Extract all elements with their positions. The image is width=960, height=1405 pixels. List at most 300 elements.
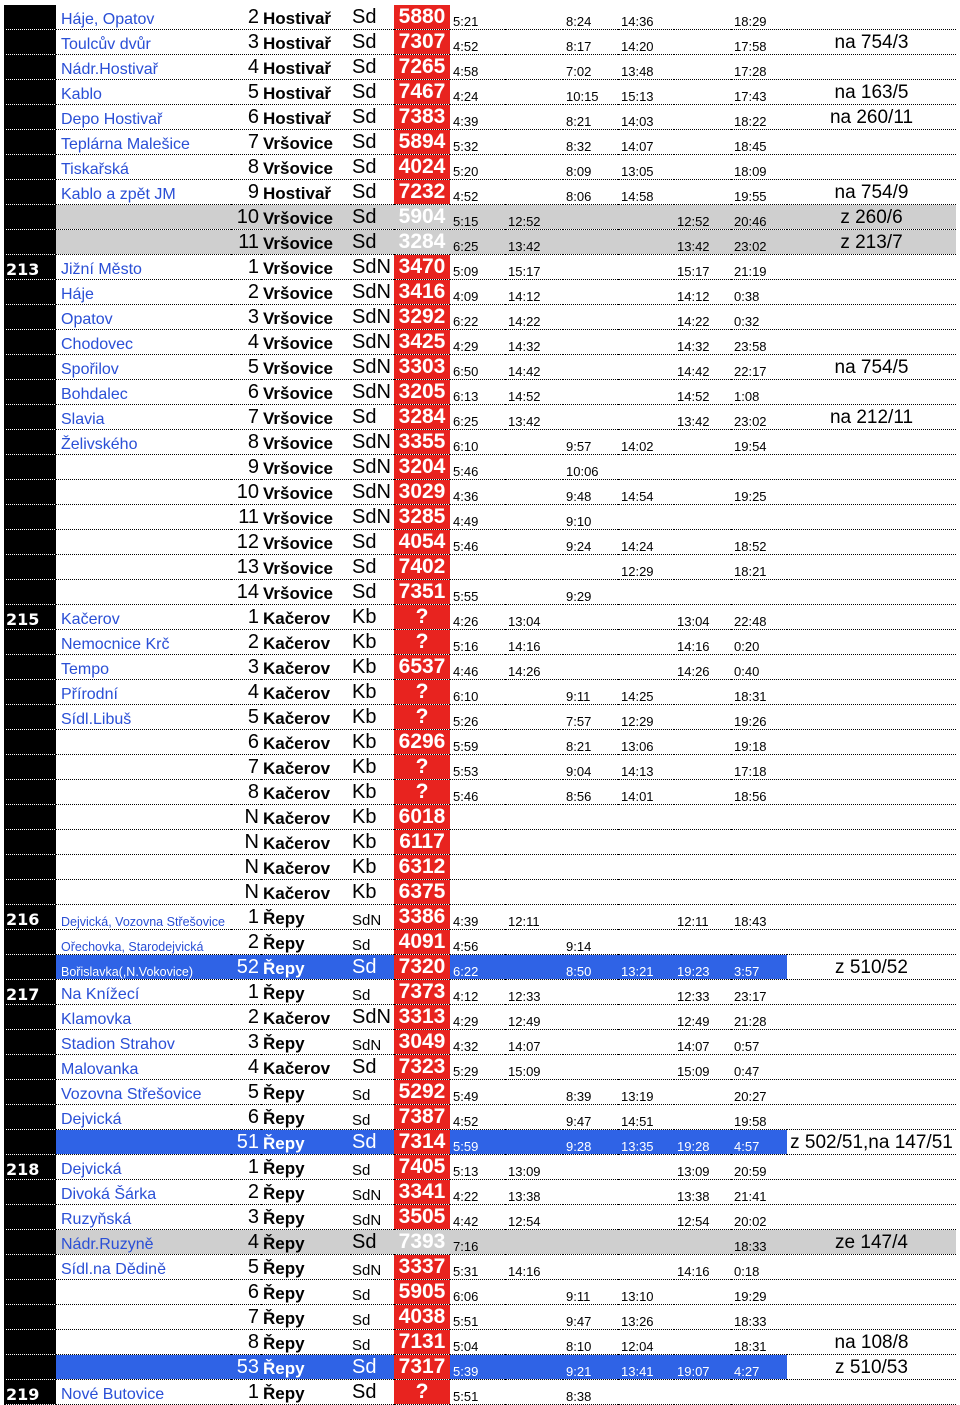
vehicle-number: ?: [394, 780, 450, 805]
depot-name: Řepy: [261, 1280, 351, 1305]
vehicle-number: ?: [394, 605, 450, 630]
line-number: [4, 1130, 56, 1155]
time-cell: 19:54: [731, 430, 787, 455]
vehicle-type-code: SdN: [351, 905, 394, 930]
vehicle-type-code: Sd: [351, 130, 394, 155]
time-cell: 1:08: [731, 380, 787, 405]
transfer-note: [787, 1030, 956, 1055]
stop-name: Ořechovka, Starodejvická: [56, 930, 231, 955]
time-cell: [674, 80, 731, 105]
time-cell: [618, 1155, 674, 1180]
time-cell: 9:24: [563, 530, 618, 555]
vehicle-type-code: SdN: [351, 330, 394, 355]
time-cell: [505, 555, 563, 580]
time-cell: [563, 980, 618, 1005]
time-cell: [674, 105, 731, 130]
run-number: 6: [231, 1105, 261, 1130]
time-cell: 14:16: [505, 1255, 563, 1280]
time-cell: [505, 80, 563, 105]
vehicle-type-code: Sd: [351, 80, 394, 105]
vehicle-number: 7265: [394, 55, 450, 80]
time-cell: 8:50: [563, 955, 618, 980]
time-cell: 5:21: [450, 5, 505, 30]
vehicle-type-code: Sd: [351, 405, 394, 430]
transfer-note: [787, 280, 956, 305]
stop-name: [56, 1280, 231, 1305]
vehicle-number: 3416: [394, 280, 450, 305]
time-cell: [674, 830, 731, 855]
time-cell: [674, 1330, 731, 1355]
depot-name: Řepy: [261, 1180, 351, 1205]
vehicle-number: 4054: [394, 530, 450, 555]
time-cell: [505, 1080, 563, 1105]
time-cell: [731, 930, 787, 955]
time-cell: 0:38: [731, 280, 787, 305]
run-number: 5: [231, 355, 261, 380]
vehicle-type-code: Kb: [351, 805, 394, 830]
transfer-note: [787, 155, 956, 180]
transfer-note: [787, 1005, 956, 1030]
time-cell: 14:16: [505, 630, 563, 655]
transfer-note: na 754/5: [787, 355, 956, 380]
transfer-note: [787, 730, 956, 755]
time-cell: [674, 680, 731, 705]
table-row: [4, 1105, 956, 1130]
time-cell: 21:28: [731, 1005, 787, 1030]
time-cell: [563, 330, 618, 355]
line-number: [4, 130, 56, 155]
time-cell: 13:06: [618, 730, 674, 755]
vehicle-number: 7351: [394, 580, 450, 605]
vehicle-number: 4024: [394, 155, 450, 180]
table-row: [4, 380, 956, 405]
table-row: [4, 880, 956, 905]
run-number: 1: [231, 255, 261, 280]
time-cell: 14:52: [505, 380, 563, 405]
time-cell: 18:22: [731, 105, 787, 130]
transfer-note: z 502/51,na 147/51: [787, 1130, 956, 1155]
vehicle-number: 3292: [394, 305, 450, 330]
depot-name: Vršovice: [261, 255, 351, 280]
time-cell: 14:12: [505, 280, 563, 305]
stop-name: Teplárna Malešice: [56, 130, 231, 155]
vehicle-type-code: Sd: [351, 155, 394, 180]
run-number: 7: [231, 755, 261, 780]
time-cell: 6:25: [450, 230, 505, 255]
time-cell: [563, 280, 618, 305]
time-cell: 13:09: [674, 1155, 731, 1180]
run-number: 2: [231, 1005, 261, 1030]
depot-name: Vršovice: [261, 555, 351, 580]
depot-name: Řepy: [261, 1155, 351, 1180]
time-cell: [505, 180, 563, 205]
time-cell: 20:02: [731, 1205, 787, 1230]
transfer-note: [787, 880, 956, 905]
time-cell: [563, 1055, 618, 1080]
vehicle-number: 3470: [394, 255, 450, 280]
depot-name: Kačerov: [261, 855, 351, 880]
transfer-note: na 260/11: [787, 105, 956, 130]
table-row: [4, 1305, 956, 1330]
time-cell: 9:47: [563, 1105, 618, 1130]
depot-name: Vršovice: [261, 305, 351, 330]
time-cell: [563, 855, 618, 880]
time-cell: 14:26: [505, 655, 563, 680]
depot-name: Řepy: [261, 955, 351, 980]
time-cell: [563, 655, 618, 680]
run-number: 4: [231, 1230, 261, 1255]
time-cell: [618, 830, 674, 855]
time-cell: 14:22: [674, 305, 731, 330]
time-cell: [618, 930, 674, 955]
time-cell: 5:13: [450, 1155, 505, 1180]
vehicle-number: 3303: [394, 355, 450, 380]
depot-name: Kačerov: [261, 805, 351, 830]
vehicle-number: 3313: [394, 1005, 450, 1030]
transfer-note: [787, 330, 956, 355]
time-cell: 14:58: [618, 180, 674, 205]
line-number: [4, 530, 56, 555]
vehicle-number: 5292: [394, 1080, 450, 1105]
stop-name: Želivského: [56, 430, 231, 455]
time-cell: 10:15: [563, 80, 618, 105]
transfer-note: [787, 305, 956, 330]
time-cell: 13:42: [674, 230, 731, 255]
table-row: [4, 1155, 956, 1180]
transfer-note: [787, 580, 956, 605]
time-cell: 13:05: [618, 155, 674, 180]
table-row: [4, 655, 956, 680]
depot-name: Kačerov: [261, 605, 351, 630]
time-cell: [674, 130, 731, 155]
transfer-note: na 212/11: [787, 405, 956, 430]
transfer-note: [787, 255, 956, 280]
table-row: [4, 280, 956, 305]
depot-name: Kačerov: [261, 755, 351, 780]
run-number: 5: [231, 1255, 261, 1280]
stop-name: Kačerov: [56, 605, 231, 630]
depot-name: Vršovice: [261, 430, 351, 455]
depot-name: Hostivař: [261, 5, 351, 30]
stop-name: [56, 555, 231, 580]
time-cell: [731, 455, 787, 480]
time-cell: 4:52: [450, 1105, 505, 1130]
time-cell: 13:41: [618, 1355, 674, 1380]
time-cell: 9:28: [563, 1130, 618, 1155]
time-cell: [505, 480, 563, 505]
line-number: [4, 480, 56, 505]
depot-name: Vršovice: [261, 480, 351, 505]
time-cell: 7:02: [563, 55, 618, 80]
time-cell: 9:10: [563, 505, 618, 530]
transfer-note: [787, 930, 956, 955]
time-cell: [674, 1080, 731, 1105]
time-cell: 3:57: [731, 955, 787, 980]
run-number: N: [231, 880, 261, 905]
time-cell: 5:26: [450, 705, 505, 730]
run-number: 3: [231, 1030, 261, 1055]
transfer-note: [787, 1205, 956, 1230]
run-number: 53: [231, 1355, 261, 1380]
line-number: [4, 430, 56, 455]
time-cell: [563, 355, 618, 380]
vehicle-number: 7393: [394, 1230, 450, 1255]
time-cell: 9:57: [563, 430, 618, 455]
transfer-note: [787, 1280, 956, 1305]
depot-name: Kačerov: [261, 680, 351, 705]
depot-name: Kačerov: [261, 1005, 351, 1030]
run-number: 4: [231, 330, 261, 355]
time-cell: [674, 730, 731, 755]
time-cell: [618, 855, 674, 880]
time-cell: [674, 430, 731, 455]
time-cell: [505, 780, 563, 805]
time-cell: 14:07: [505, 1030, 563, 1055]
transfer-note: [787, 1305, 956, 1330]
line-number: [4, 405, 56, 430]
vehicle-number: 3204: [394, 455, 450, 480]
stop-name: [56, 755, 231, 780]
time-cell: 13:42: [674, 405, 731, 430]
run-number: 1: [231, 980, 261, 1005]
time-cell: [674, 155, 731, 180]
time-cell: [618, 255, 674, 280]
table-row: [4, 605, 956, 630]
time-cell: 17:58: [731, 30, 787, 55]
stop-name: Tempo: [56, 655, 231, 680]
run-number: 7: [231, 1305, 261, 1330]
table-row: [4, 705, 956, 730]
transfer-note: [787, 780, 956, 805]
table-row: [4, 305, 956, 330]
time-cell: 9:29: [563, 580, 618, 605]
time-cell: 5:46: [450, 455, 505, 480]
table-row: [4, 405, 956, 430]
line-number: [4, 505, 56, 530]
time-cell: [563, 1005, 618, 1030]
time-cell: 5:29: [450, 1055, 505, 1080]
vehicle-number: 7383: [394, 105, 450, 130]
time-cell: 21:41: [731, 1180, 787, 1205]
table-row: [4, 130, 956, 155]
line-number: [4, 1005, 56, 1030]
time-cell: 20:59: [731, 1155, 787, 1180]
run-number: 4: [231, 680, 261, 705]
transfer-note: [787, 455, 956, 480]
time-cell: [563, 230, 618, 255]
time-cell: [450, 830, 505, 855]
stop-name: [56, 480, 231, 505]
time-cell: [450, 805, 505, 830]
time-cell: [563, 630, 618, 655]
stop-name: Dejvická, Vozovna Střešovice: [56, 905, 231, 930]
vehicle-type-code: Kb: [351, 730, 394, 755]
vehicle-number: 5905: [394, 1280, 450, 1305]
stop-name: Bořislavka(,N.Vokovice): [56, 955, 231, 980]
time-cell: [618, 505, 674, 530]
time-cell: 0:20: [731, 630, 787, 655]
run-number: 1: [231, 1155, 261, 1180]
time-cell: 6:10: [450, 680, 505, 705]
vehicle-type-code: Kb: [351, 680, 394, 705]
stop-name: [56, 1130, 231, 1155]
time-cell: [731, 855, 787, 880]
depot-name: Hostivař: [261, 55, 351, 80]
line-number: [4, 630, 56, 655]
run-number: 2: [231, 930, 261, 955]
vehicle-number: 3029: [394, 480, 450, 505]
vehicle-number: 3205: [394, 380, 450, 405]
stop-name: [56, 880, 231, 905]
vehicle-type-code: Sd: [351, 55, 394, 80]
line-number: [4, 1355, 56, 1380]
time-cell: 8:39: [563, 1080, 618, 1105]
time-cell: [505, 680, 563, 705]
line-number: [4, 80, 56, 105]
time-cell: 18:29: [731, 5, 787, 30]
time-cell: [618, 1255, 674, 1280]
stop-name: [56, 830, 231, 855]
time-cell: 8:06: [563, 180, 618, 205]
vehicle-number: 6312: [394, 855, 450, 880]
line-number: [4, 105, 56, 130]
time-cell: 4:22: [450, 1180, 505, 1205]
time-cell: 5:55: [450, 580, 505, 605]
transfer-note: na 754/9: [787, 180, 956, 205]
run-number: 9: [231, 180, 261, 205]
stop-name: Slavia: [56, 405, 231, 430]
time-cell: [618, 980, 674, 1005]
vehicle-type-code: Sd: [351, 1380, 394, 1405]
time-cell: 18:45: [731, 130, 787, 155]
depot-name: Kačerov: [261, 705, 351, 730]
run-number: 6: [231, 105, 261, 130]
time-cell: [618, 1380, 674, 1405]
vehicle-type-code: Sd: [351, 930, 394, 955]
transfer-note: [787, 530, 956, 555]
transfer-note: [787, 1055, 956, 1080]
time-cell: [674, 30, 731, 55]
time-cell: [505, 1380, 563, 1405]
time-cell: [563, 1255, 618, 1280]
time-cell: 14:25: [618, 680, 674, 705]
stop-name: Nové Butovice: [56, 1380, 231, 1405]
time-cell: [618, 655, 674, 680]
vehicle-type-code: SdN: [351, 1030, 394, 1055]
time-cell: [563, 1030, 618, 1055]
run-number: 14: [231, 580, 261, 605]
time-cell: 6:50: [450, 355, 505, 380]
table-row: [4, 830, 956, 855]
time-cell: [505, 855, 563, 880]
time-cell: 17:18: [731, 755, 787, 780]
line-number: [4, 1280, 56, 1305]
time-cell: [505, 880, 563, 905]
time-cell: [505, 705, 563, 730]
table-row: [4, 1080, 956, 1105]
stop-name: Přírodní: [56, 680, 231, 705]
time-cell: 18:21: [731, 555, 787, 580]
stop-name: Háje, Opatov: [56, 5, 231, 30]
transfer-note: z 510/53: [787, 1355, 956, 1380]
run-number: 10: [231, 205, 261, 230]
vehicle-type-code: Sd: [351, 1305, 394, 1330]
line-number: [4, 780, 56, 805]
depot-name: Hostivař: [261, 80, 351, 105]
time-cell: 4:32: [450, 1030, 505, 1055]
line-number: [4, 1080, 56, 1105]
time-cell: [674, 1305, 731, 1330]
transfer-note: [787, 1080, 956, 1105]
vehicle-number: 3355: [394, 430, 450, 455]
vehicle-type-code: SdN: [351, 1255, 394, 1280]
table-row: [4, 505, 956, 530]
transfer-note: z 213/7: [787, 230, 956, 255]
transfer-note: [787, 555, 956, 580]
time-cell: [450, 880, 505, 905]
vehicle-type-code: Sd: [351, 1230, 394, 1255]
time-cell: [674, 555, 731, 580]
depot-name: Řepy: [261, 1305, 351, 1330]
time-cell: 9:14: [563, 930, 618, 955]
line-number: [4, 805, 56, 830]
line-number: 216: [4, 905, 56, 930]
time-cell: 0:57: [731, 1030, 787, 1055]
time-cell: [618, 1005, 674, 1030]
depot-name: Kačerov: [261, 780, 351, 805]
time-cell: 18:33: [731, 1305, 787, 1330]
line-number: [4, 1205, 56, 1230]
line-number: [4, 555, 56, 580]
stop-name: Sídl.Libuš: [56, 705, 231, 730]
table-row: [4, 1205, 956, 1230]
time-cell: [563, 405, 618, 430]
stop-name: Ruzyňská: [56, 1205, 231, 1230]
time-cell: 4:36: [450, 480, 505, 505]
vehicle-number: 4091: [394, 930, 450, 955]
line-number: [4, 880, 56, 905]
time-cell: 14:54: [618, 480, 674, 505]
time-cell: 22:17: [731, 355, 787, 380]
vehicle-type-code: Kb: [351, 755, 394, 780]
time-cell: 12:54: [505, 1205, 563, 1230]
vehicle-number: 7232: [394, 180, 450, 205]
time-cell: [618, 880, 674, 905]
time-cell: 8:09: [563, 155, 618, 180]
line-number: [4, 455, 56, 480]
run-number: 11: [231, 505, 261, 530]
time-cell: 20:46: [731, 205, 787, 230]
time-cell: 18:31: [731, 1330, 787, 1355]
time-cell: 4:12: [450, 980, 505, 1005]
time-cell: 10:06: [563, 455, 618, 480]
time-cell: 13:19: [618, 1080, 674, 1105]
stop-name: Kablo a zpět JM: [56, 180, 231, 205]
time-cell: [618, 1030, 674, 1055]
vehicle-type-code: Sd: [351, 30, 394, 55]
run-number: 8: [231, 780, 261, 805]
transfer-note: ze 147/4: [787, 1230, 956, 1255]
time-cell: 14:01: [618, 780, 674, 805]
stop-name: [56, 205, 231, 230]
depot-name: Kačerov: [261, 880, 351, 905]
time-cell: 14:52: [674, 380, 731, 405]
time-cell: 12:33: [674, 980, 731, 1005]
depot-name: Vršovice: [261, 505, 351, 530]
run-number: 1: [231, 905, 261, 930]
run-number: 2: [231, 1180, 261, 1205]
time-cell: [674, 1380, 731, 1405]
